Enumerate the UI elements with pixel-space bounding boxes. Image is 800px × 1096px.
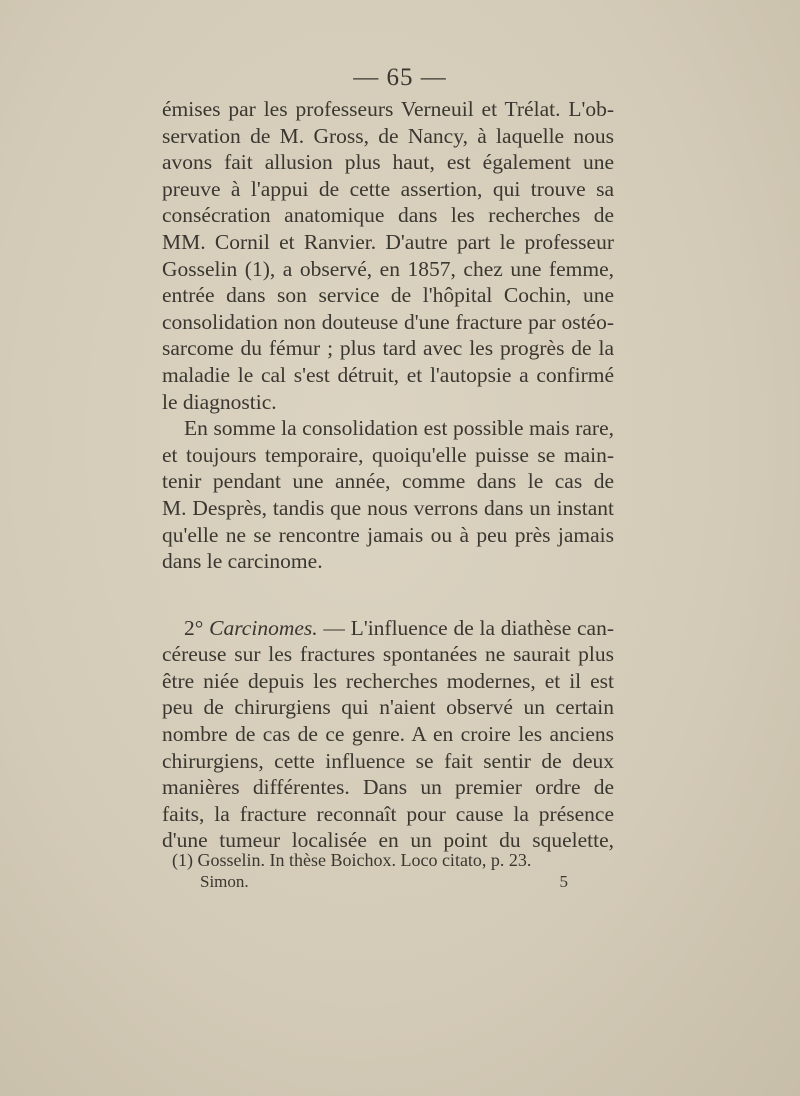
text-line: d'une tumeur localisée en un point du squelette, (162, 828, 614, 853)
text-line: preuve à l'appui de cette assertion, qui trouve sa (162, 176, 614, 201)
text-line: sarcome du fémur ; plus tard avec les progrès de la (162, 336, 614, 361)
text-line: céreuse sur les fractures spontanées ne saurait plus (162, 642, 614, 667)
footnote (172, 848, 612, 872)
paragraph-2 (162, 415, 614, 575)
paragraph-1 (162, 96, 614, 415)
section-number: 2° (184, 615, 204, 640)
text-line: En somme la consolidation est possible mais rare, (184, 416, 614, 441)
text-line: être niée depuis les recherches modernes, et il est (162, 668, 614, 693)
text-line: — L'influence de la diathèse can- (317, 615, 614, 640)
text-line: chirurgiens, cette influence se fait sentir de deux (162, 748, 614, 773)
text-line: dans le carcinome. (162, 549, 323, 574)
text-line: émises par les professeurs Verneuil et Trélat. L'ob- (162, 97, 614, 121)
text-line: MM. Cornil et Ranvier. D'autre part le professeur (162, 229, 614, 254)
text-line: consolidation non douteuse d'une fracture par ostéo- (162, 309, 614, 334)
signature-name: Simon. (200, 872, 249, 891)
text-line: consécration anatomique dans les recherches de (162, 203, 614, 228)
text-line: peu de chirurgiens qui n'aient observé un certain (162, 695, 614, 720)
text-line: le diagnostic. (162, 389, 277, 414)
paragraph-3 (162, 615, 614, 854)
signature-number: 5 (559, 872, 568, 891)
text-line: et toujours temporaire, quoiqu'elle puisse se main- (162, 442, 614, 467)
text-line: M. Desprès, tandis que nous verrons dans un instant (162, 495, 614, 520)
body-text (162, 96, 614, 854)
text-line: servation de M. Gross, de Nancy, à laquelle nous (162, 123, 614, 148)
text-line: manières différentes. Dans un premier ordre de (162, 775, 614, 800)
text-line: Gosselin (1), a observé, en 1857, chez une femme, (162, 256, 614, 281)
text-line: qu'elle ne se rencontre jamais ou à peu près jamais (162, 522, 614, 547)
footnote-text: (1) Gosselin. In thèse Boichox. Loco citato, p. 23. (172, 850, 532, 870)
page-number: — 65 — (353, 64, 447, 91)
text-line: tenir pendant une année, comme dans le cas de (162, 469, 614, 494)
text-line: entrée dans son service de l'hôpital Cochin, une (162, 283, 614, 308)
section-gap (162, 575, 614, 615)
section-heading-line (162, 615, 614, 642)
section-title: Carcinomes. (209, 615, 318, 640)
text-line: faits, la fracture reconnaît pour cause la présence (162, 801, 614, 826)
signature-row (200, 872, 568, 892)
text-line: avons fait allusion plus haut, est également une (162, 150, 614, 175)
text-line: nombre de cas de ce genre. A en croire les anciens (162, 722, 614, 747)
text-line: maladie le cal s'est détruit, et l'autopsie a confirmé (162, 362, 614, 387)
